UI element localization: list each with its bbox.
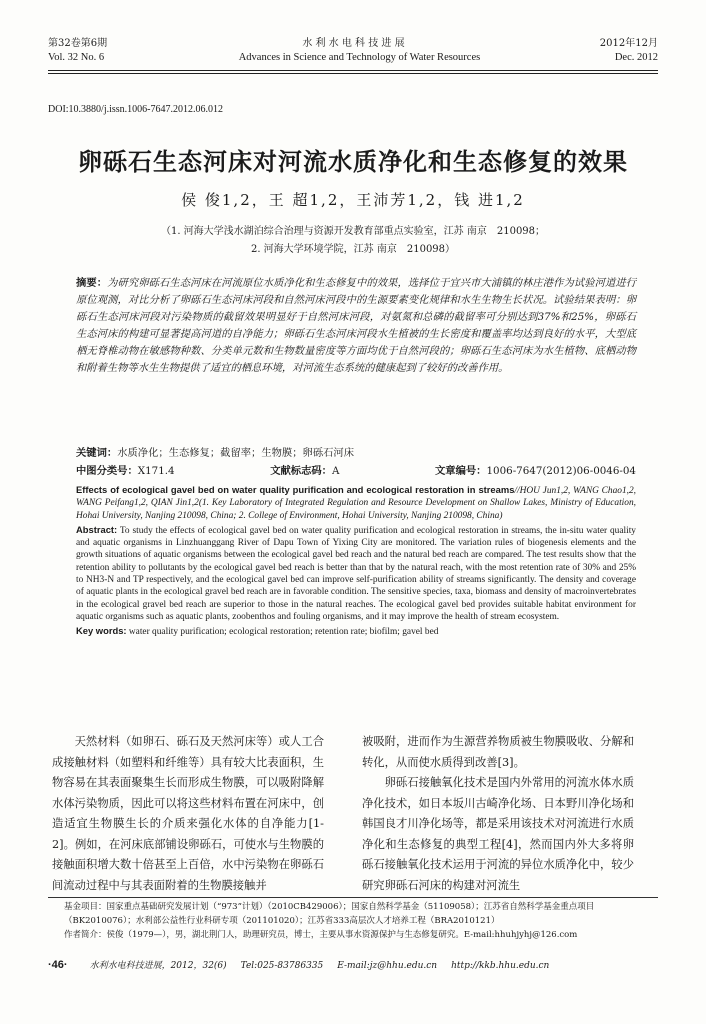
keywords-cn-text: 水质净化；生态修复；截留率；生物膜；卵砾石河床 [117,447,355,459]
keywords-en-text: water quality purification; ecological restoration; retention rate; biofilm; gavel bed [128,627,439,638]
issue-cn: 第32卷第6期 [48,38,108,49]
header-rule-thin [48,73,658,74]
keywords-cn [76,444,636,459]
page-footer [48,958,658,971]
header-rule [48,70,658,71]
journal-name-en: Advances in Science and Technology of Water Resources [238,52,481,63]
body-column-left [52,732,324,896]
document-code: 文献标志码：A [270,465,340,477]
author-list: 侯 俊1,2，王 超1,2，王沛芳1,2，钱 进1,2 [181,191,525,209]
body-paragraph: 卵砾石接触氧化技术是国内外常用的河流水体水质净化技术，如日本坂川古崎净化场、日本野川净化场和韩国良才川净化场等，都是采用该技术对河流进行水质净化和生态修复的典型工程[4]，然而国内外大多将卵砾石接触氧化技术运用于河流的异位水质净化中，较少研究卵砾石河床的构建对河流生 [362,776,634,892]
footer-tel: Tel:025-83786335 [240,961,324,971]
body-column-right [362,732,634,896]
abstract-en-label: Abstract: [76,523,118,535]
doi: DOI:10.3880/j.issn.1006-7647.2012.06.012 [48,104,223,115]
english-authors: //HOU Jun1,2, WANG Chao1,2, WANG Peifang1,2, QIAN Jin1,2(1. Key Laboratory of Integrated Regulation and Resource Development on Shallow Lakes, Ministry of Education, Hohai University, Nanjing 210098, China; 2. College of Environment, Hohai University, Nanjing 210098, China) [76,486,637,521]
issue-en: Vol. 32 No. 6 [48,52,105,63]
english-title: Effects of ecological gavel bed on water quality purification and ecological restoration in streams [76,484,515,495]
footnotes [64,901,658,942]
footer-email[interactable]: E-mail:jz@hhu.edu.cn [337,961,438,971]
body-paragraph: 被吸附，进而作为生源营养物质被生物膜吸收、分解和转化，从而使水质得到改善[3]。 [362,735,634,769]
classification-row [76,462,636,477]
article-number: 文章编号：1006-7647(2012)06-0046-04 [435,465,636,477]
keywords-en-label: Key words: [76,625,127,637]
paper-title: 卵砾石生态河床对河流水质净化和生态修复的效果 [78,148,628,176]
abstract-cn-label: 摘要： [76,277,108,289]
date-cn: 2012年12月 [599,38,658,49]
funding-note: 基金项目：国家重点基础研究发展计划（“973”计划）（2010CB429006）；国家自然科学基金（51109058）；江苏省自然科学基金重点项目（BK2010076）；水利部公益性行业科研专项（201101020）；江苏省333高层次人才培养工程（BRA2010121） [64,902,595,926]
footer-citation: 水利水电科技进展，2012，32(6) [89,961,227,971]
english-abstract-block [76,484,636,639]
abstract-en-text: To study the effects of ecological gavel bed on water quality purification and ecological restoration in streams, the in-situ water quality and aquatic organisms in Linzhuanggang River of Dapu Town of Yixing City are monitored. The variation rules of biogenesis elements and the growth situations of aquatic organisms between the ecological gavel bed reach and the natural bed reach are compared. The test results show that the retention ability to pollutants by the ecological gavel bed reach is better than that by the natural reach, with the most retention rate of 30% and 25% to NH3-N and TP respectively, and the ecological gavel bed can improve self-purification ability of streams significantly. The density and coverage of aquatic plants in the ecological gravel bed reach are in favorable condition. The sensitive species, taxa, biomass and density of macroinvertebrates in the ecological gravel bed reach are superior to those in the natural reaches. The ecological gavel bed provides suitable habitat environment for aquatic organisms such as aquatic plants, zoobenthos and fouling organisms, and it may improve the health of stream ecosystem. [76,525,636,622]
keywords-cn-label: 关键词： [76,447,118,459]
running-header [48,34,658,63]
body-paragraph: 天然材料（如卵石、砾石及天然河床等）或人工合成接触材料（如塑料和纤维等）具有较大比表面积，生物容易在其表面聚集生长而形成生物膜，可以吸附降解水体污染物质，因此可以将这些材料布置在河床中，创造适宜生物膜生长的介质来强化水体的自净能力[1-2]。例如，在河床底部铺设卵砾石，可使水与生物膜的接触面积增大数十倍甚至上百倍，水中污染物在卵砾石间流动过程中与其表面附着的生物膜接触并 [52,735,324,892]
abstract-cn-text: 为研究卵砾石生态河床在河流原位水质净化和生态修复中的效果，选择位于宜兴市大浦镇的林庄港作为试验河道进行原位观测，对比分析了卵砾石生态河床河段和自然河床河段中的生源要素变化规律和水生生物生长状况。试验结果表明：卵砾石生态河床河段对污染物质的截留效果明显好于自然河床河段，对氨氮和总磷的截留率可分别达到37%和25%，卵砾石生态河床的构建可显著提高河道的自净能力；卵砾石生态河床河段水生植被的生长密度和覆盖率均达到良好的水平，大型底栖无脊椎动物在敏感物种数、分类单元数和生物数量密度等方面均优于自然河段的；卵砾石生态河床为水生植物、底栖动物和附着生物等水生生物提供了适宜的栖息环境，对河流生态系统的健康起到了较好的改善作用。 [76,277,637,374]
affiliation-2: 2. 河海大学环境学院，江苏 南京 210098） [250,244,456,255]
affiliation-1: （1. 河海大学浅水湖泊综合治理与资源开发教育部重点实验室，江苏 南京 210098； [160,226,546,237]
journal-name-cn: 水 利 水 电 科 技 进 展 [302,38,405,49]
footer-url[interactable]: http://kkb.hhu.edu.cn [451,961,550,971]
abstract-cn [76,275,636,377]
footnote-rule [48,897,658,898]
date-en: Dec. 2012 [614,52,658,63]
page-number: ·46· [48,959,68,971]
author-bio-note: 作者简介：侯俊（1979—），男，湖北荆门人，助理研究员，博士，主要从事水资源保护与生态修复研究。E-mail:hhuhjyhj@126.com [64,929,578,940]
clc-code: 中图分类号：X171.4 [76,465,175,477]
